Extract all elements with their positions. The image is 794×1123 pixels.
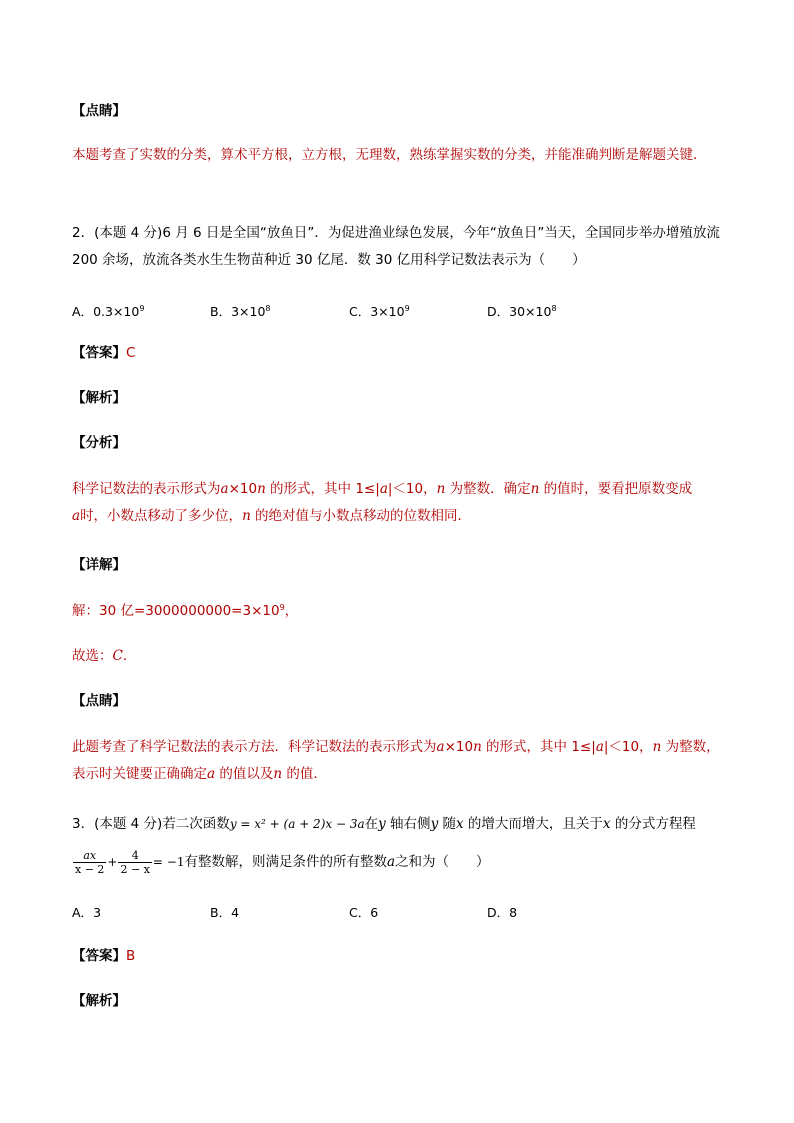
question-meta: (本题 4 分) <box>94 816 163 832</box>
answer-heading: 【答案】 <box>72 948 126 964</box>
quadratic-function: y = x² + (a + 2)x − 3a <box>229 817 365 831</box>
fenxi-text: 科学记数法的表示形式为a×10n 的形式，其中 1≤|a|＜10，n 为整数．确定n 的值时，要看把原数变成 a时，小数点移动了多少位，n 的绝对值与小数点移动的位数相同． <box>72 481 693 524</box>
question-number: 2． <box>72 225 95 241</box>
section-heading-dianjing-1: 【点睛】 <box>72 103 126 119</box>
section-heading-xiangjie: 【详解】 <box>72 557 126 573</box>
q2-answer <box>72 340 724 367</box>
q2-option-d[interactable]: D．$30\times 10^8$ <box>487 304 557 319</box>
answer-value: C <box>126 345 136 361</box>
question-3: 3．(本题 4 分)若二次函数y = x² + (a + 2)x − 3a在y 轴右侧y 随x 的增大而增大，且关于x 的分式方程程 <box>72 816 696 832</box>
dianjing-2-text: 此题考查了科学记数法的表示方法．科学记数法的表示形式为a×10n 的形式，其中 1≤|a|＜10，n 为整数，表示时关键要正确确定a 的值以及n 的值． <box>72 739 720 782</box>
q3-option-a[interactable]: A．3 <box>72 905 102 920</box>
section-heading-jiexi: 【解析】 <box>72 390 126 406</box>
guxuan-line: 故选：C． <box>72 648 137 664</box>
dianjing-1-text: 本题考查了实数的分类，算术平方根，立方根，无理数，熟练掌握实数的分类，并能准确判断是解题关键． <box>72 147 707 163</box>
question-3-line-2: $\frac{ax}{x - 2}$ + $\frac{4}{2 - x}$ = −1有整数解，则满足条件的所有整数a之和为（ ） <box>75 848 490 876</box>
answer-value: B <box>126 948 136 964</box>
q3-option-d[interactable]: D．8 <box>487 905 518 920</box>
xiangjie-line-1: 解：30 亿$=3000000000=3\times 10^9$， <box>72 603 299 619</box>
q3-option-c[interactable]: C．6 <box>349 905 379 920</box>
q3-answer <box>72 943 724 970</box>
q3-option-b[interactable]: B．4 <box>210 905 240 920</box>
q2-option-a[interactable]: A．$0.3\times 10^9$ <box>72 304 145 319</box>
section-heading-fenxi: 【分析】 <box>72 435 126 451</box>
section-heading-dianjing-2: 【点睛】 <box>72 693 126 709</box>
fraction-2: $\frac{4}{2 - x}$ <box>120 848 150 876</box>
q2-option-c[interactable]: C．$3\times 10^9$ <box>349 304 410 319</box>
question-text: 6 月 6 日是全国“放鱼日”．为促进渔业绿色发展，今年“放鱼日”当天，全国同步举办增殖放流 200 余场，放流各类水生生物苗种近 30 亿尾．数 30 亿用科学记数法表示为（ ） <box>72 225 720 268</box>
question-meta: (本题 4 分) <box>94 225 163 241</box>
answer-heading: 【答案】 <box>72 345 126 361</box>
q2-option-b[interactable]: B．$3\times 10^8$ <box>210 304 271 319</box>
fraction-1: $\frac{ax}{x - 2}$ <box>75 848 105 876</box>
section-heading-jiexi-3: 【解析】 <box>72 993 126 1009</box>
question-2 <box>72 220 724 274</box>
question-number: 3． <box>72 816 95 832</box>
